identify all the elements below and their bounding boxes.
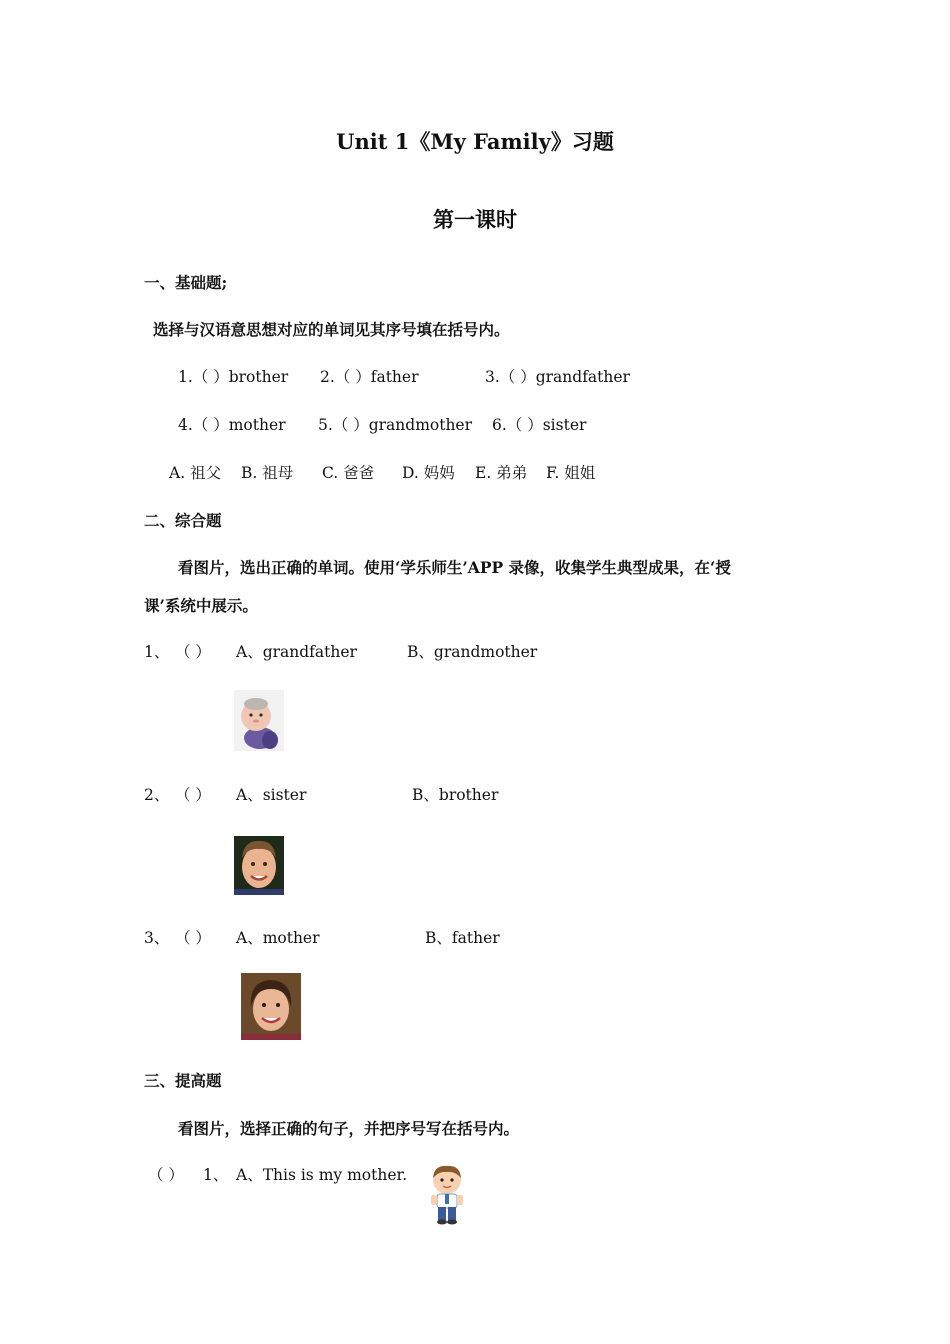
vocab-item-num[interactable]: 6.（ ） [492,416,543,434]
lesson-subtitle: 第一课时 [433,207,517,232]
vocab-item [492,413,586,435]
q2-answer-blank[interactable]: （ ） [175,786,211,804]
q1-option-a: A、grandfather [236,643,357,661]
option-text: 姐姐 [564,464,596,482]
section3-heading: 三、提高题 [144,1071,222,1090]
vocab-item [320,365,419,387]
vocab-item [485,365,630,387]
vocab-item-num[interactable]: 5.（ ） [318,416,369,434]
cartoon-boy-image [421,1163,473,1225]
section2-heading: 二、综合题 [144,511,222,530]
s3-q1-option-a: A、This is my mother. [236,1166,408,1184]
q3-number: 3、 [144,929,170,947]
option-letter: B. [241,464,258,482]
section1-heading: 一、基础题; [144,273,228,292]
grandmother-doll-image [234,690,284,751]
option-item [546,461,595,483]
q3-answer-blank[interactable]: （ ） [175,929,211,947]
option-text: 妈妈 [423,464,455,482]
section2-instruction-line1: 看图片，选出正确的单词。使用‘学乐师生’APP 录像，收集学生典型成果，在‘授 [178,558,731,577]
vocab-item-word: brother [228,368,289,386]
option-letter: A. [169,464,186,482]
section1-instruction: 选择与汉语意思想对应的单词见其序号填在括号内。 [153,320,510,339]
vocab-item [178,413,286,435]
vocab-item [178,365,288,387]
mother-photo-image [241,973,301,1040]
vocab-item-num[interactable]: 2.（ ） [320,368,371,386]
option-item [241,461,293,483]
vocab-item-word: grandfather [535,368,630,386]
option-item [475,461,527,483]
q3-option-a: A、mother [236,929,320,947]
option-text: 祖父 [190,464,222,482]
option-item [169,461,221,483]
q1-number: 1、 [144,643,170,661]
boy-photo-image [234,836,284,895]
vocab-item [318,413,472,435]
option-text: 祖母 [262,464,294,482]
s3-q1-number: 1、 [203,1166,229,1184]
vocab-item-num[interactable]: 4.（ ） [178,416,229,434]
vocab-item-word: sister [542,416,587,434]
option-item [402,461,455,483]
option-letter: E. [475,464,492,482]
section2-instruction-line2: 课’系统中展示。 [144,596,258,615]
q2-option-b: B、brother [412,786,499,804]
q1-option-b: B、grandmother [407,643,538,661]
vocab-item-word: grandmother [368,416,473,434]
q2-option-a: A、sister [236,786,307,804]
option-letter: F. [546,464,560,482]
option-text: 弟弟 [496,464,528,482]
option-item [322,461,374,483]
vocab-item-word: mother [228,416,286,434]
q2-number: 2、 [144,786,170,804]
q3-option-b: B、father [425,929,500,947]
section3-instruction: 看图片，选择正确的句子，并把序号写在括号内。 [178,1119,520,1138]
option-letter: D. [402,464,419,482]
option-letter: C. [322,464,339,482]
s3-q1-answer-blank[interactable]: （ ） [148,1166,184,1184]
vocab-item-num[interactable]: 1.（ ） [178,368,229,386]
vocab-item-word: father [370,368,419,386]
vocab-item-num[interactable]: 3.（ ） [485,368,536,386]
q1-answer-blank[interactable]: （ ） [175,643,211,661]
option-text: 爸爸 [343,464,375,482]
page-title: Unit 1《My Family》习题 [336,129,614,154]
